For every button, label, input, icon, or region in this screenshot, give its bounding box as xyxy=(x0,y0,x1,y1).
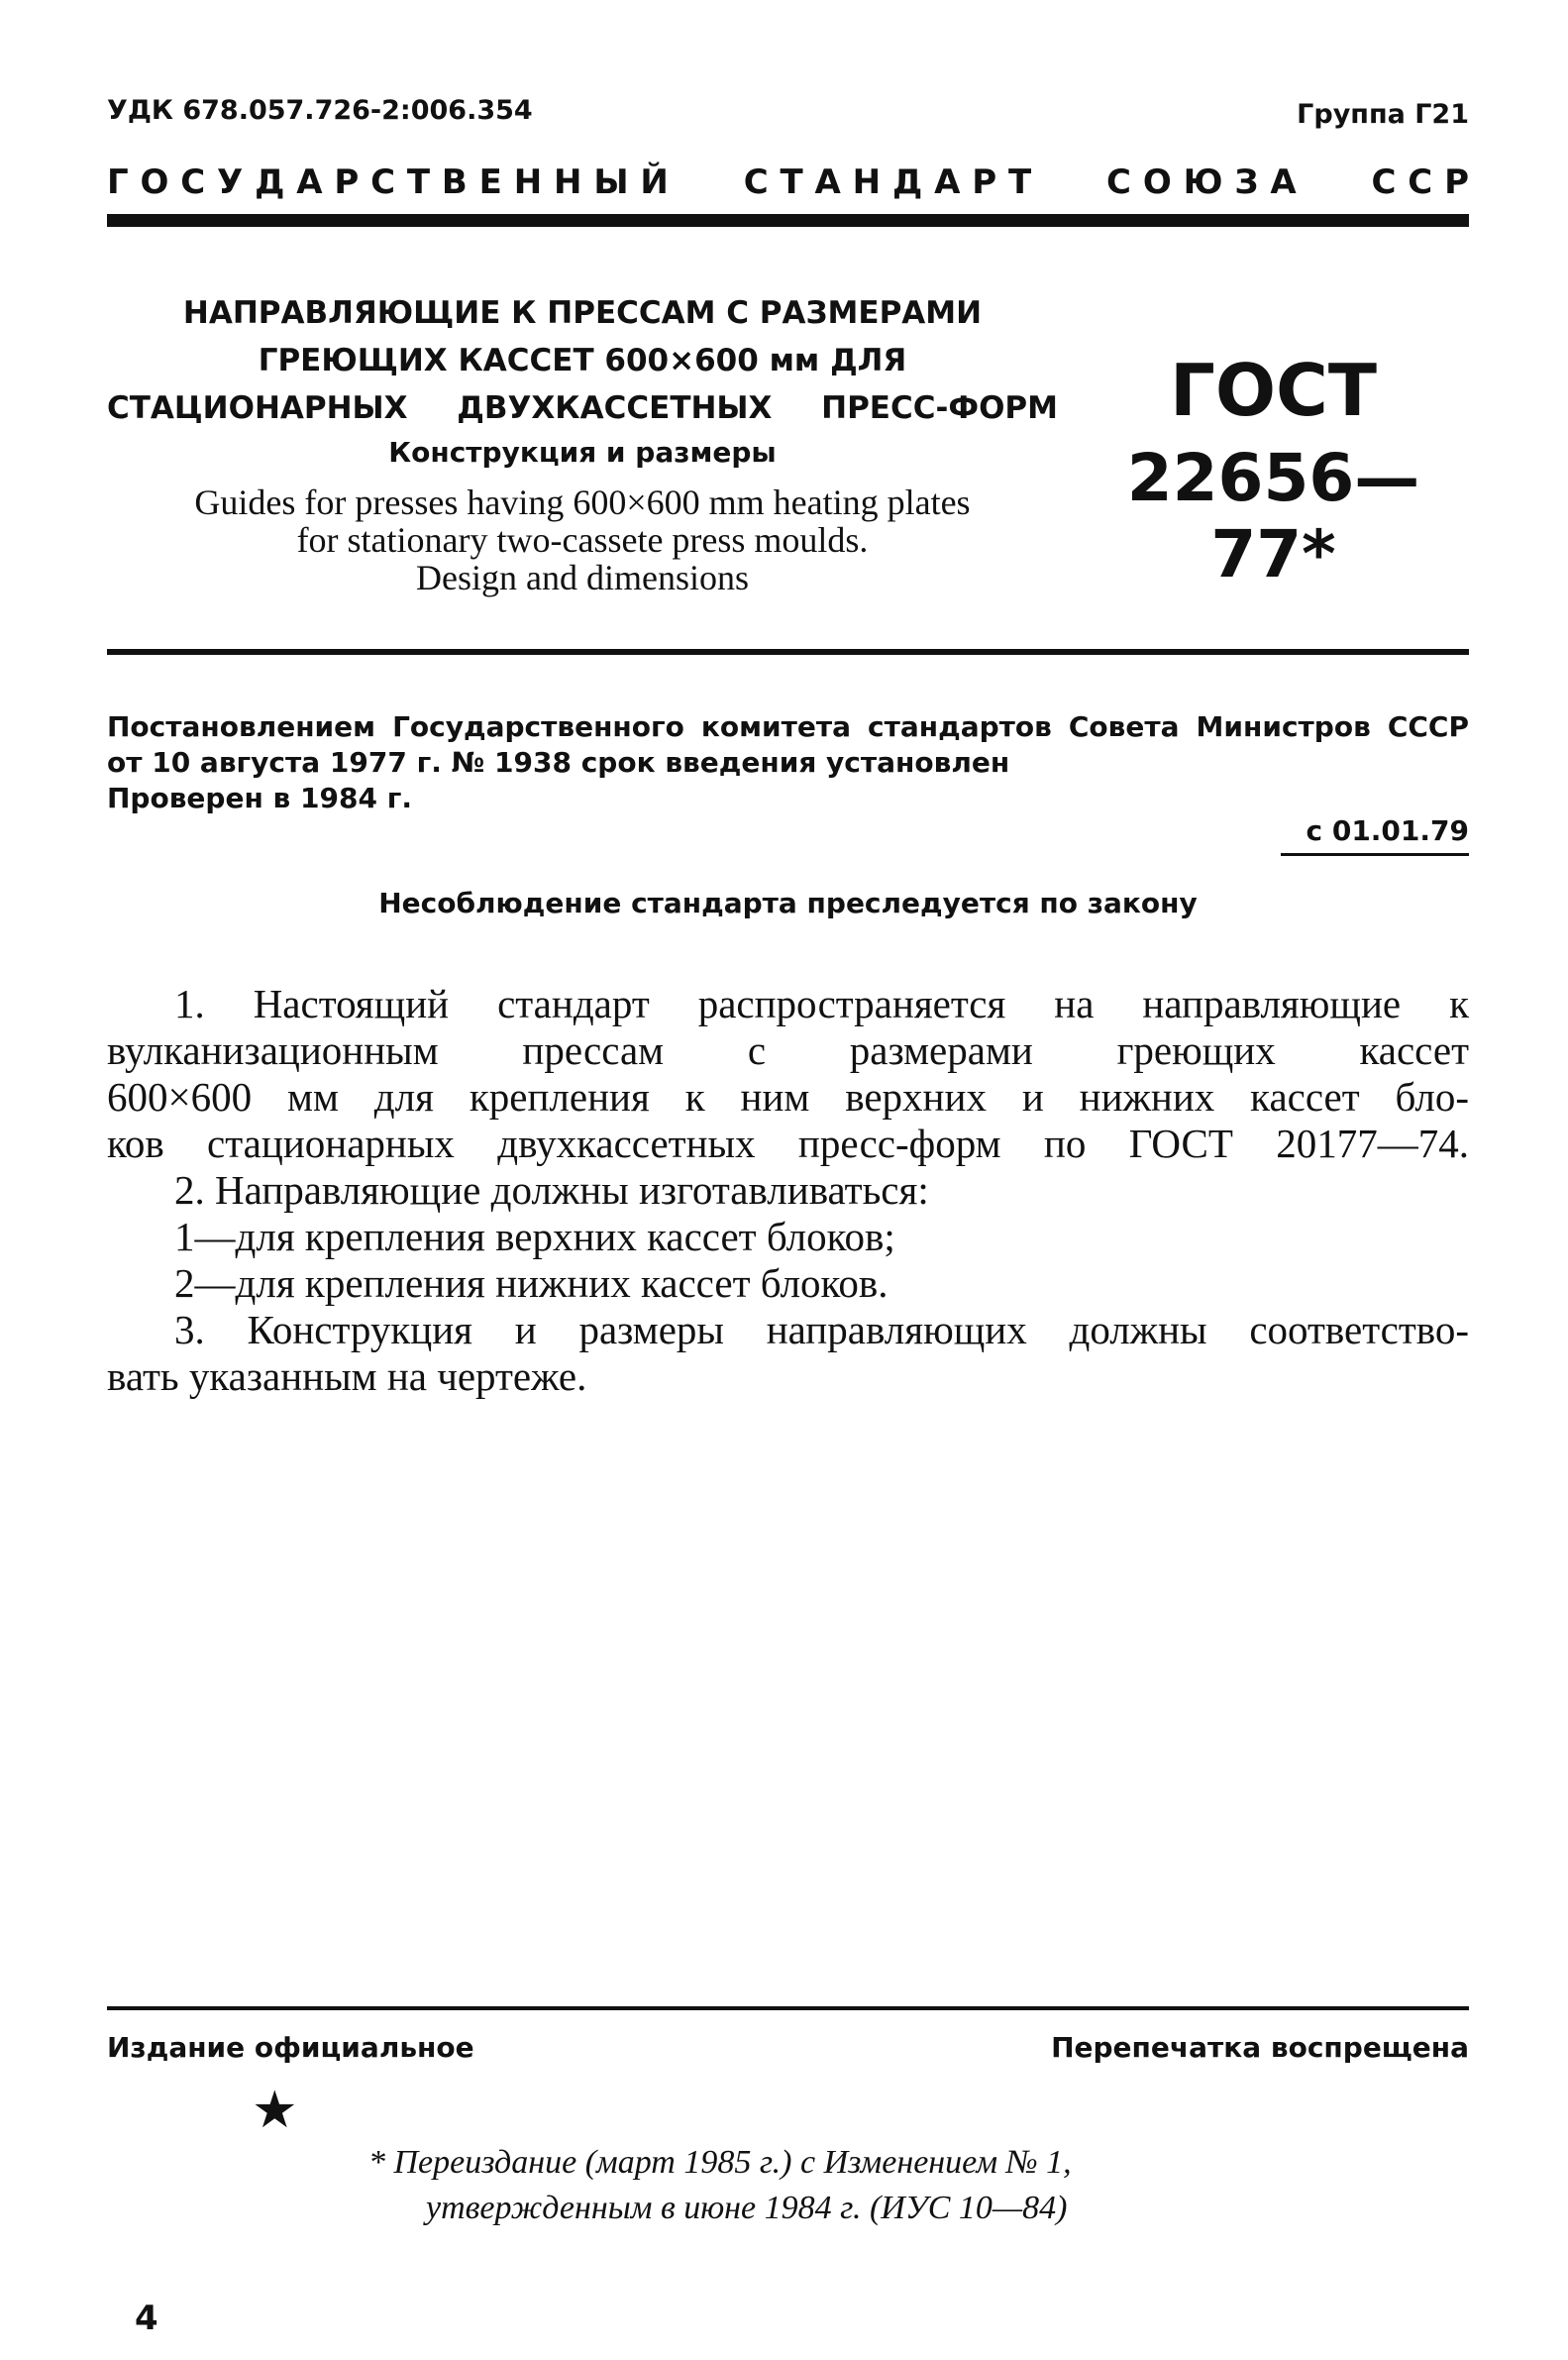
decree-line: Постановлением Государственного комитета стандартов Совета Министров СССР xyxy=(107,710,1469,743)
state-standard-word-2: С Т А Н Д А Р Т xyxy=(743,162,1032,202)
decree-block xyxy=(107,709,1469,816)
state-standard-word-3: С О Ю З А xyxy=(1106,162,1297,202)
reissue-footnote xyxy=(368,2140,1220,2231)
state-standard-word-1: Г О С У Д А Р С Т В Е Н Н Ы Й xyxy=(107,162,669,202)
paragraph-2-item-1: 1—для крепления верхних кассет блоков; xyxy=(174,1214,895,1259)
state-standard-word-4: С С Р xyxy=(1371,162,1469,202)
paragraph-1-line: 1. Настоящий стандарт распространяется на направляющие к xyxy=(174,981,1469,1026)
subtitle: Конструкция и размеры xyxy=(388,436,777,469)
title-russian xyxy=(107,289,1058,432)
middle-rule xyxy=(107,649,1469,655)
decree-line: Проверен в 1984 г. xyxy=(107,782,412,814)
group-code: Группа Г21 xyxy=(1297,99,1469,130)
udk-code: УДК 678.057.726-2:006.354 xyxy=(107,95,533,126)
paragraph-1-line: ков стационарных двухкассетных пресс-форм по ГОСТ 20177—74. xyxy=(107,1121,1469,1166)
star-icon: ★ xyxy=(252,2081,298,2140)
state-standard-heading xyxy=(107,162,1469,202)
paragraph-1-line: вулканизационным прессам с размерами греющих кассет xyxy=(107,1027,1469,1073)
title-ru-line: НАПРАВЛЯЮЩИЕ К ПРЕССАМ С РАЗМЕРАМИ xyxy=(182,295,983,331)
title-ru-line: ГРЕЮЩИХ КАССЕТ 600×600 мм ДЛЯ xyxy=(258,343,907,378)
page-number: 4 xyxy=(135,2299,158,2338)
title-en-line: Guides for presses having 600×600 mm heating plates xyxy=(194,483,971,522)
paragraph-3-line: 3. Конструкция и размеры направляющих должны соответство- xyxy=(174,1307,1469,1352)
decree-line: от 10 августа 1977 г. № 1938 срок введения установлен xyxy=(107,746,1010,779)
paragraph-3-line: вать указанным на чертеже. xyxy=(107,1353,587,1399)
official-edition-label: Издание официальное xyxy=(107,2031,474,2064)
legal-warning: Несоблюдение стандарта преследуется по закону xyxy=(378,887,1198,919)
no-reprint-label: Перепечатка воспрещена xyxy=(1051,2031,1469,2064)
paragraph-2-item-2: 2—для крепления нижних кассет блоков. xyxy=(174,1260,889,1306)
footnote-line: * Переиздание (март 1985 г.) с Изменением № 1, xyxy=(368,2144,1072,2181)
gost-number: 22656—77* xyxy=(1126,440,1420,592)
title-ru-line: СТАЦИОНАРНЫХ ДВУХКАССЕТНЫХ ПРЕСС-ФОРМ xyxy=(107,390,1058,426)
footer-rule xyxy=(107,2006,1469,2010)
effective-date: с 01.01.79 xyxy=(1281,814,1469,856)
paragraph-1-line: 600×600 мм для крепления к ним верхних и нижних кассет бло- xyxy=(107,1074,1469,1120)
title-en-line: for stationary two-cassete press moulds. xyxy=(296,520,869,560)
gost-label: ГОСТ xyxy=(1169,349,1378,432)
footnote-line: утвержденным в июне 1984 г. (ИУС 10—84) xyxy=(426,2190,1068,2226)
title-en-line: Design and dimensions xyxy=(416,558,749,597)
top-rule xyxy=(107,214,1469,227)
paragraph-2: 2. Направляющие должны изготавливаться: xyxy=(174,1167,929,1213)
title-english xyxy=(107,483,1058,596)
body-text xyxy=(107,981,1469,1400)
